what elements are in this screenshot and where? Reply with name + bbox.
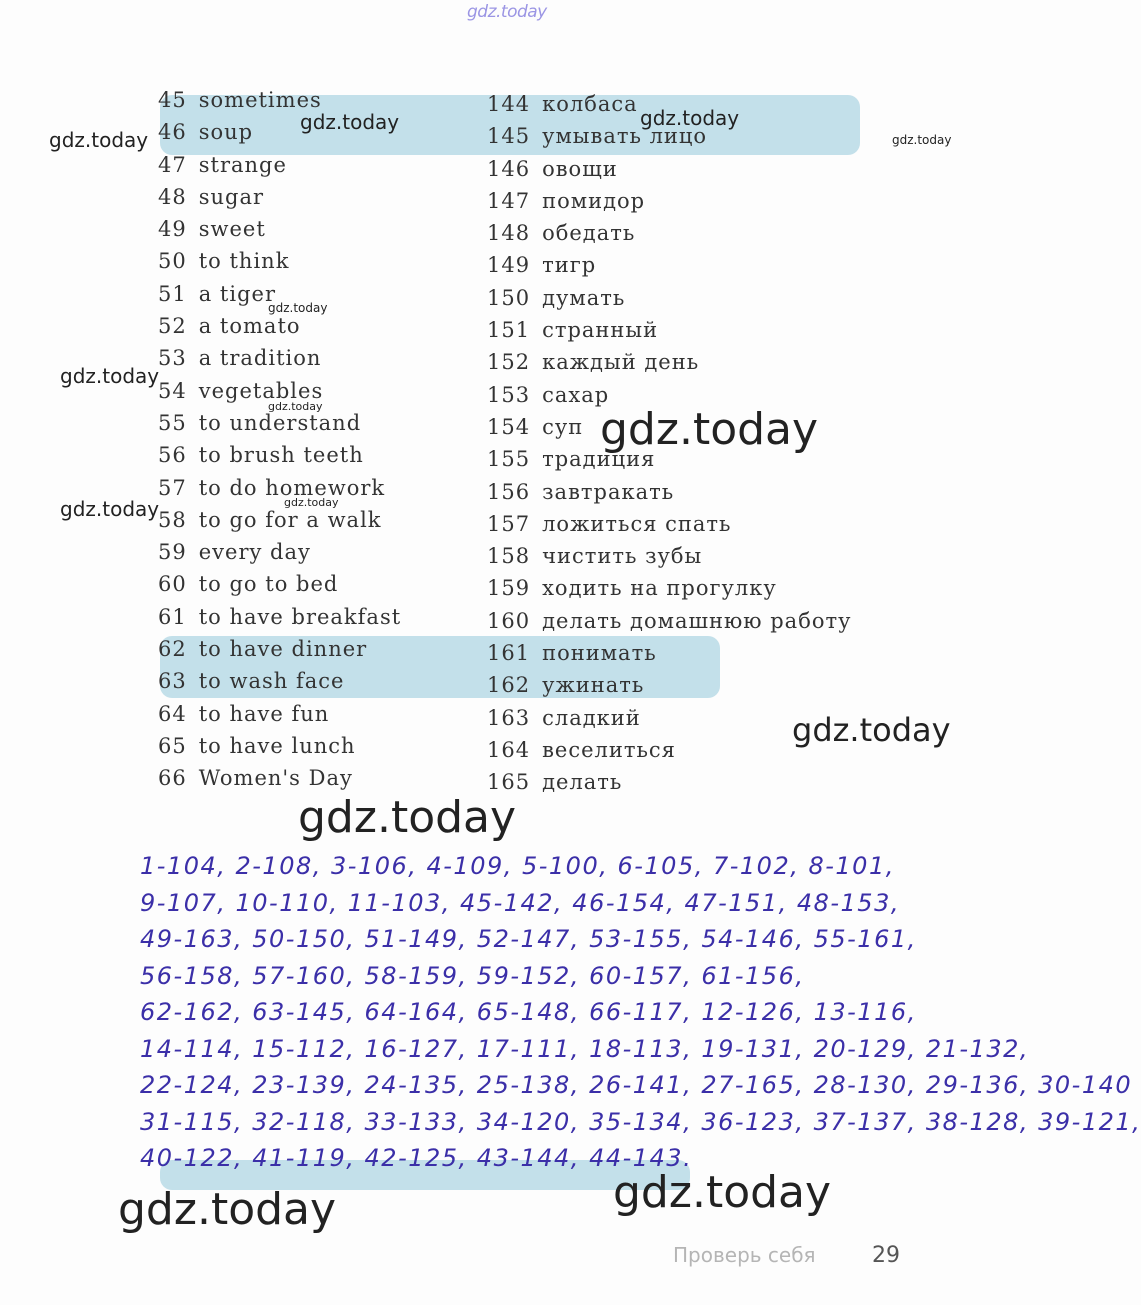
entry-number: 161 [487,641,531,666]
entry-text: умывать лицо [542,124,708,149]
entry-number: 146 [487,156,531,181]
entry-number: 155 [487,447,531,472]
vocab-entry [158,633,401,665]
entry-number: 148 [487,221,531,246]
watermark: gdz.today [792,711,951,749]
entry-text: vegetables [198,378,324,403]
entry-text: суп [542,414,584,439]
entry-text: чистить зубы [542,544,703,569]
entry-text: a tradition [198,346,322,371]
vocab-entry [487,346,851,378]
entry-number: 145 [487,124,531,149]
entry-number: 53 [158,346,187,371]
entry-number: 144 [487,92,531,116]
entry-text: every day [198,540,311,565]
entry-number: 52 [158,314,187,339]
entry-text: ходить на прогулку [542,576,777,601]
entry-text: понимать [542,641,657,666]
vocab-entry [487,637,851,669]
entry-text: сладкий [542,705,641,730]
entry-number: 149 [487,253,531,278]
vocab-entry [158,504,401,536]
entry-number: 157 [487,511,531,536]
vocab-entry [158,181,401,213]
entry-number: 55 [158,410,187,435]
entry-number: 61 [158,604,187,629]
entry-text: помидор [542,188,646,213]
entry-text: тигр [542,253,597,278]
page-number: 29 [872,1243,900,1268]
entry-number: 51 [158,281,187,306]
vocab-entry [487,605,851,637]
watermark: gdz.today [892,133,952,147]
entry-text: sweet [198,217,266,242]
entry-number: 164 [487,737,531,762]
entry-text: a tomato [198,314,301,339]
vocab-entry [158,342,401,374]
entry-text: to have dinner [198,637,368,662]
watermark: gdz.today [60,364,160,388]
entry-text: to brush teeth [198,443,364,468]
entry-number: 49 [158,217,187,242]
entry-text: традиция [542,447,656,472]
entry-text: странный [542,318,659,343]
vocab-entry [158,568,401,600]
watermark: gdz.today [300,110,400,134]
entry-number: 65 [158,733,187,758]
entry-number: 158 [487,544,531,569]
entry-text: думать [542,285,626,310]
entry-text: soup [198,120,254,145]
entry-text: to go to bed [198,572,339,597]
entry-number: 48 [158,184,187,209]
watermark-top: gdz.today [467,2,547,22]
answer-line: 49-163, 50-150, 51-149, 52-147, 53-155, 54-146, 55-161, [140,925,917,953]
entry-text: делать [542,770,623,795]
entry-text: завтракать [542,479,675,504]
entry-number: 47 [158,152,187,177]
answer-line: 22-124, 23-139, 24-135, 25-138, 26-141, 27-165, 28-130, 29-136, 30-140 [140,1071,1133,1099]
vocab-entry [158,439,401,471]
watermark: gdz.today [49,128,149,152]
vocab-entry [487,766,851,798]
entry-text: to have fun [198,701,330,726]
entry-number: 46 [158,120,187,145]
entry-text: to have breakfast [198,604,402,629]
entry-number: 152 [487,350,531,375]
entry-number: 159 [487,576,531,601]
vocab-entry [158,472,401,504]
vocab-entry [158,665,401,697]
entry-text: обедать [542,221,636,246]
watermark: gdz.today [613,1167,832,1218]
watermark: gdz.today [600,404,819,455]
vocab-entry [158,730,401,762]
watermark: gdz.today [60,497,160,521]
entry-number: 151 [487,318,531,343]
entry-number: 56 [158,443,187,468]
entry-number: 150 [487,285,531,310]
entry-text: strange [198,152,287,177]
entry-text: овощи [542,156,618,181]
entry-text: Women's Day [198,766,353,791]
entry-number: 45 [158,88,187,112]
entry-text: to go for a walk [198,507,382,532]
entry-text: каждый день [542,350,700,375]
entry-text: to have lunch [198,733,356,758]
answer-line: 14-114, 15-112, 16-127, 17-111, 18-113, 19-131, 20-129, 21-132, [140,1034,1029,1063]
entry-number: 54 [158,378,187,403]
entry-text: to think [198,249,290,274]
vocab-entry [158,601,401,633]
entry-number: 64 [158,701,187,726]
entry-text: ложиться спать [542,511,732,536]
entry-number: 156 [487,479,531,504]
entry-number: 162 [487,673,531,698]
vocab-entry [487,282,851,314]
vocab-entry [487,314,851,346]
answer-line: 1-104, 2-108, 3-106, 4-109, 5-100, 6-105, 7-102, 8-101, [140,852,895,880]
vocab-entry [158,245,401,277]
entry-text: a tiger [198,281,276,306]
entry-text: колбаса [542,92,638,116]
entry-number: 50 [158,249,187,274]
entry-number: 163 [487,705,531,730]
vocab-entry [487,540,851,572]
entry-text: to do homework [198,475,386,500]
entry-text: сахар [542,382,610,407]
handwritten-answers [140,848,1141,1177]
entry-number: 58 [158,507,187,532]
watermark: gdz.today [298,792,517,843]
entry-number: 165 [487,770,531,795]
entry-number: 66 [158,766,187,791]
entry-text: делать домашнюю работу [542,608,852,633]
entry-text: ужинать [542,673,645,698]
answer-line: 40-122, 41-119, 42-125, 43-144, 44-143. [140,1144,693,1172]
vocab-list-english [158,84,401,795]
entry-number: 160 [487,608,531,633]
entry-text: to wash face [198,669,345,694]
vocab-entry [487,669,851,701]
entry-number: 62 [158,637,187,662]
entry-text: sugar [198,184,265,209]
entry-number: 59 [158,540,187,565]
vocab-entry [487,508,851,540]
vocab-entry [158,762,401,794]
vocab-entry [158,149,401,181]
vocab-entry [487,217,851,249]
vocab-entry [487,249,851,281]
entry-text: to understand [198,410,362,435]
vocab-entry [487,572,851,604]
vocab-entry [158,213,401,245]
entry-number: 63 [158,669,187,694]
answer-line: 31-115, 32-118, 33-133, 34-120, 35-134, 36-123, 37-137, 38-128, 39-121, [140,1107,1141,1136]
answer-line: 62-162, 63-145, 64-164, 65-148, 66-117, 12-126, 13-116, [140,998,917,1026]
vocab-entry [487,153,851,185]
entry-text: sometimes [198,88,322,112]
entry-number: 60 [158,572,187,597]
section-title: Проверь себя [673,1243,816,1267]
watermark: gdz.today [640,106,740,130]
entry-number: 153 [487,382,531,407]
entry-number: 57 [158,475,187,500]
watermark: gdz.today [268,301,328,315]
vocab-entry [158,536,401,568]
entry-text: веселиться [542,737,676,762]
watermark: gdz.today [118,1184,337,1235]
entry-number: 154 [487,414,531,439]
watermark: gdz.today [284,496,339,509]
entry-number: 147 [487,188,531,213]
answer-line: 56-158, 57-160, 58-159, 59-152, 60-157, 61-156, [140,961,805,990]
vocab-entry [487,476,851,508]
watermark: gdz.today [268,400,323,413]
vocab-entry [487,185,851,217]
vocab-entry [158,698,401,730]
answer-line: 9-107, 10-110, 11-103, 45-142, 46-154, 47-151, 48-153, [140,888,900,917]
